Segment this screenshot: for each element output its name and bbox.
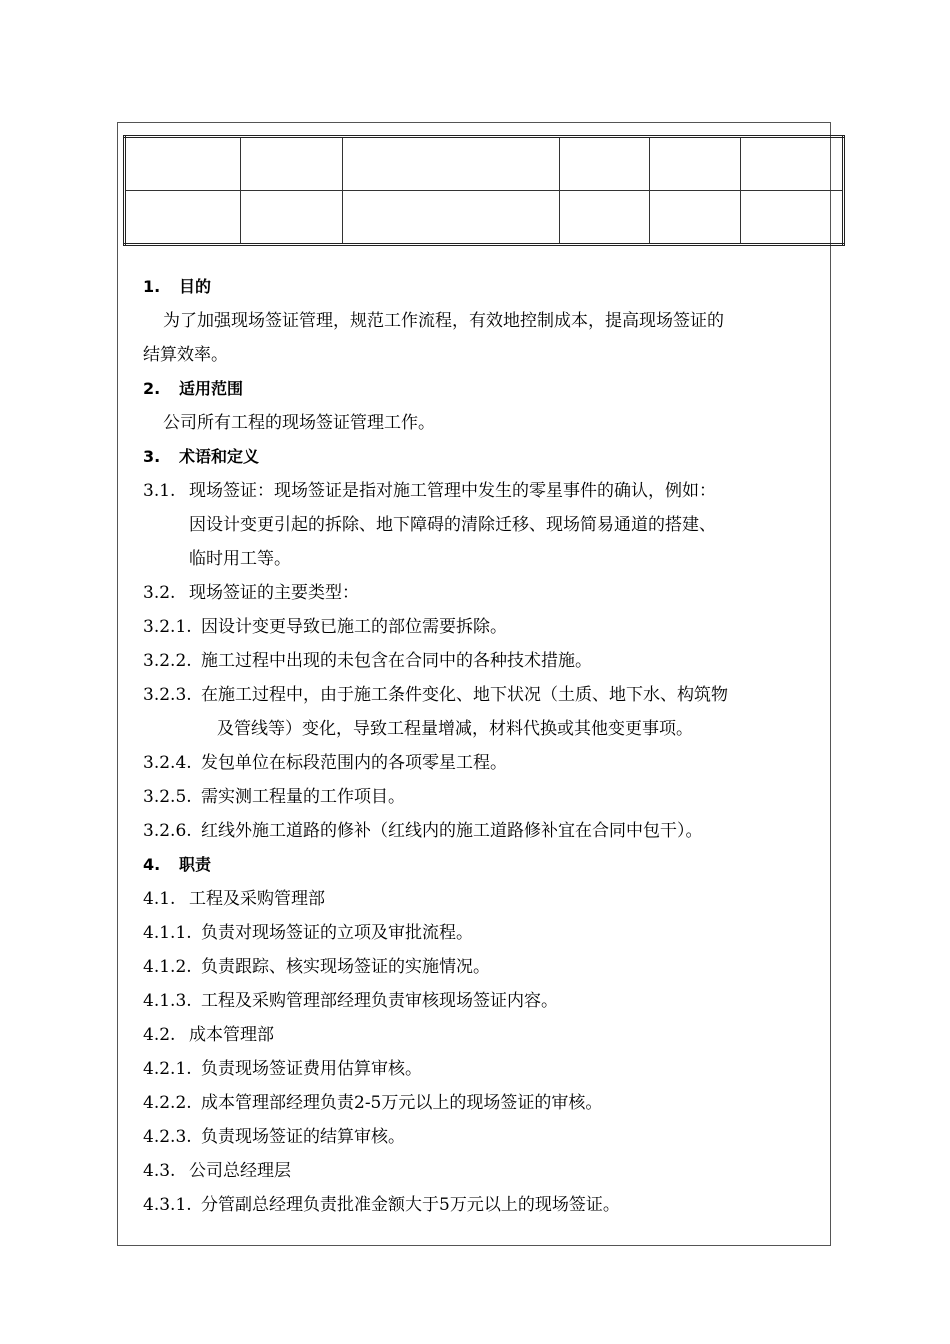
text-line: [143, 508, 813, 542]
item-number: 3.2.4.: [143, 753, 192, 773]
section-heading: [143, 440, 813, 474]
table-cell: [741, 191, 844, 245]
item-text: 及管线等）变化，导致工程量增减，材料代换或其他变更事项。: [217, 719, 693, 739]
text-line: [143, 1154, 813, 1188]
table-row: [125, 191, 844, 245]
text-line: [143, 1018, 813, 1052]
table-cell: [650, 137, 741, 191]
item-number: 4.1.2.: [143, 957, 192, 977]
table-cell: [650, 191, 741, 245]
text-line: [143, 950, 813, 984]
table-row: [125, 137, 844, 191]
text-line: [143, 1188, 813, 1222]
table-cell: [343, 137, 560, 191]
item-text: 因设计变更导致已施工的部位需要拆除。: [201, 617, 507, 637]
item-text: 现场签证的主要类型：: [189, 583, 359, 603]
section-heading: [143, 372, 813, 406]
item-text: 因设计变更引起的拆除、地下障碍的清除迁移、现场简易通道的搭建、: [189, 515, 716, 535]
text-line: [143, 474, 813, 508]
item-text: 结算效率。: [143, 345, 228, 365]
item-text: 目的: [179, 277, 212, 296]
text-line: [143, 1086, 813, 1120]
item-text: 负责现场签证费用估算审核。: [201, 1059, 422, 1079]
document-body: [143, 270, 813, 1222]
item-text: 负责现场签证的结算审核。: [201, 1127, 405, 1147]
section-heading: [143, 270, 813, 304]
item-number: 3.2.: [143, 583, 176, 603]
item-text: 工程及采购管理部经理负责审核现场签证内容。: [201, 991, 558, 1011]
text-line: [143, 1052, 813, 1086]
text-line: [143, 542, 813, 576]
table-cell: [125, 137, 241, 191]
item-text: 公司所有工程的现场签证管理工作。: [163, 413, 435, 433]
item-text: 术语和定义: [179, 447, 260, 466]
item-number: 3.2.1.: [143, 617, 192, 637]
item-text: 成本管理部: [189, 1025, 274, 1045]
table-cell: [741, 137, 844, 191]
item-text: 需实测工程量的工作项目。: [201, 787, 405, 807]
text-line: [143, 746, 813, 780]
item-number: 3.2.5.: [143, 787, 192, 807]
section-heading: [143, 848, 813, 882]
item-number: 4.3.1.: [143, 1195, 192, 1215]
text-line: [143, 406, 813, 440]
item-text: 适用范围: [179, 379, 244, 398]
text-line: [143, 678, 813, 712]
item-number: 4.2.1.: [143, 1059, 192, 1079]
table-cell: [241, 191, 343, 245]
item-text: 负责跟踪、核实现场签证的实施情况。: [201, 957, 490, 977]
item-number: 4.2.3.: [143, 1127, 192, 1147]
item-text: 分管副总经理负责批准金额大于5万元以上的现场签证。: [201, 1195, 620, 1215]
text-line: [143, 780, 813, 814]
item-number: 3.: [143, 447, 161, 466]
item-text: 为了加强现场签证管理，规范工作流程，有效地控制成本，提高现场签证的: [163, 311, 724, 331]
item-number: 4.1.: [143, 889, 176, 909]
item-number: 4.1.1.: [143, 923, 192, 943]
text-line: [143, 338, 813, 372]
text-line: [143, 882, 813, 916]
text-line: [143, 644, 813, 678]
item-text: 负责对现场签证的立项及审批流程。: [201, 923, 473, 943]
item-number: 4.2.: [143, 1025, 176, 1045]
header-table: [123, 135, 845, 246]
table-cell: [343, 191, 560, 245]
table-cell: [560, 191, 650, 245]
item-number: 3.1.: [143, 481, 176, 501]
item-number: 3.2.6.: [143, 821, 192, 841]
item-number: 1.: [143, 277, 161, 296]
text-line: [143, 814, 813, 848]
item-text: 现场签证：现场签证是指对施工管理中发生的零星事件的确认，例如：: [189, 481, 716, 501]
item-text: 在施工过程中，由于施工条件变化、地下状况（土质、地下水、构筑物: [201, 685, 728, 705]
text-line: [143, 610, 813, 644]
item-text: 公司总经理层: [189, 1161, 291, 1181]
item-text: 施工过程中出现的未包含在合同中的各种技术措施。: [201, 651, 592, 671]
text-line: [143, 984, 813, 1018]
item-number: 2.: [143, 379, 161, 398]
item-number: 4.: [143, 855, 161, 874]
item-number: 3.2.2.: [143, 651, 192, 671]
item-text: 成本管理部经理负责2-5万元以上的现场签证的审核。: [201, 1093, 603, 1113]
item-text: 红线外施工道路的修补（红线内的施工道路修补宜在合同中包干）。: [201, 821, 703, 841]
item-number: 4.3.: [143, 1161, 176, 1181]
item-text: 发包单位在标段范围内的各项零星工程。: [201, 753, 507, 773]
text-line: [143, 304, 813, 338]
item-text: 工程及采购管理部: [189, 889, 325, 909]
item-number: 4.1.3.: [143, 991, 192, 1011]
table-cell: [241, 137, 343, 191]
table-cell: [560, 137, 650, 191]
item-text: 临时用工等。: [189, 549, 291, 569]
text-line: [143, 1120, 813, 1154]
item-number: 4.2.2.: [143, 1093, 192, 1113]
text-line: [143, 576, 813, 610]
item-number: 3.2.3.: [143, 685, 192, 705]
table-cell: [125, 191, 241, 245]
item-text: 职责: [179, 855, 212, 874]
text-line: [143, 916, 813, 950]
text-line: [143, 712, 813, 746]
